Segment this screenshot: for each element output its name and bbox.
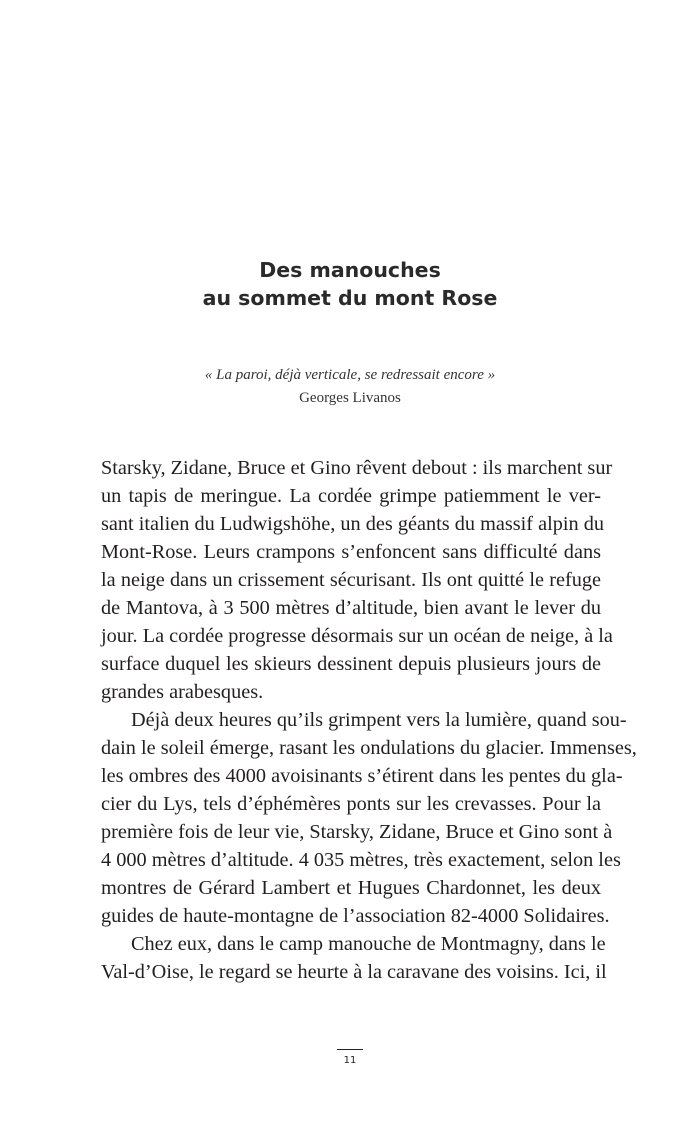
text-line: de Mantova, à 3 500 mètres d’altitude, bien avant le lever du [101, 597, 601, 619]
text-line: Chez eux, dans le camp manouche de Montmagny, dans le [131, 933, 606, 955]
text-line: un tapis de meringue. La cordée grimpe patiemment le ver- [101, 485, 601, 507]
text-line: dain le soleil émerge, rasant les ondulations du glacier. Immenses, [101, 737, 637, 759]
text-line: cier du Lys, tels d’éphémères ponts sur les crevasses. Pour la [101, 793, 601, 815]
text-line: guides de haute-montagne de l’association 82-4000 Solidaires. [101, 905, 610, 927]
text-line: Déjà deux heures qu’ils grimpent vers la lumière, quand sou- [131, 709, 627, 731]
text-line: la neige dans un crissement sécurisant. Ils ont quitté le refuge [101, 569, 601, 591]
chapter-title-line: Des manouches [259, 258, 441, 282]
epigraph-quote: « La paroi, déjà verticale, se redressait encore » [204, 367, 496, 383]
text-line: 4 000 mètres d’altitude. 4 035 mètres, très exactement, selon les [101, 849, 621, 871]
text-line: Starsky, Zidane, Bruce et Gino rêvent debout : ils marchent sur [101, 457, 613, 479]
paragraph [101, 930, 607, 986]
chapter-title [0, 256, 700, 312]
chapter-title-line: au sommet du mont Rose [202, 286, 498, 310]
body-text [101, 454, 637, 986]
text-line: jour. La cordée progresse désormais sur un océan de neige, à la [101, 625, 613, 647]
text-line: Val-d’Oise, le regard se heurte à la caravane des voisins. Ici, il [101, 961, 607, 983]
paragraph [101, 706, 637, 930]
epigraph-author: Georges Livanos [299, 390, 401, 406]
text-line: surface duquel les skieurs dessinent depuis plusieurs jours de [101, 653, 601, 675]
footer-rule [337, 1049, 363, 1050]
text-line: les ombres des 4000 avoisinants s’étirent dans les pentes du gla- [101, 765, 623, 787]
paragraph [101, 454, 613, 706]
page-number: 11 [343, 1055, 357, 1066]
text-line: sant italien du Ludwigshöhe, un des géants du massif alpin du [101, 513, 605, 535]
text-line: première fois de leur vie, Starsky, Zidane, Bruce et Gino sont à [101, 821, 613, 843]
text-line: Mont-Rose. Leurs crampons s’enfoncent sans difficulté dans [101, 541, 601, 563]
epigraph [0, 364, 700, 410]
text-line: montres de Gérard Lambert et Hugues Chardonnet, les deux [101, 877, 601, 899]
page-footer [337, 1049, 363, 1066]
text-line: grandes arabesques. [101, 681, 264, 703]
